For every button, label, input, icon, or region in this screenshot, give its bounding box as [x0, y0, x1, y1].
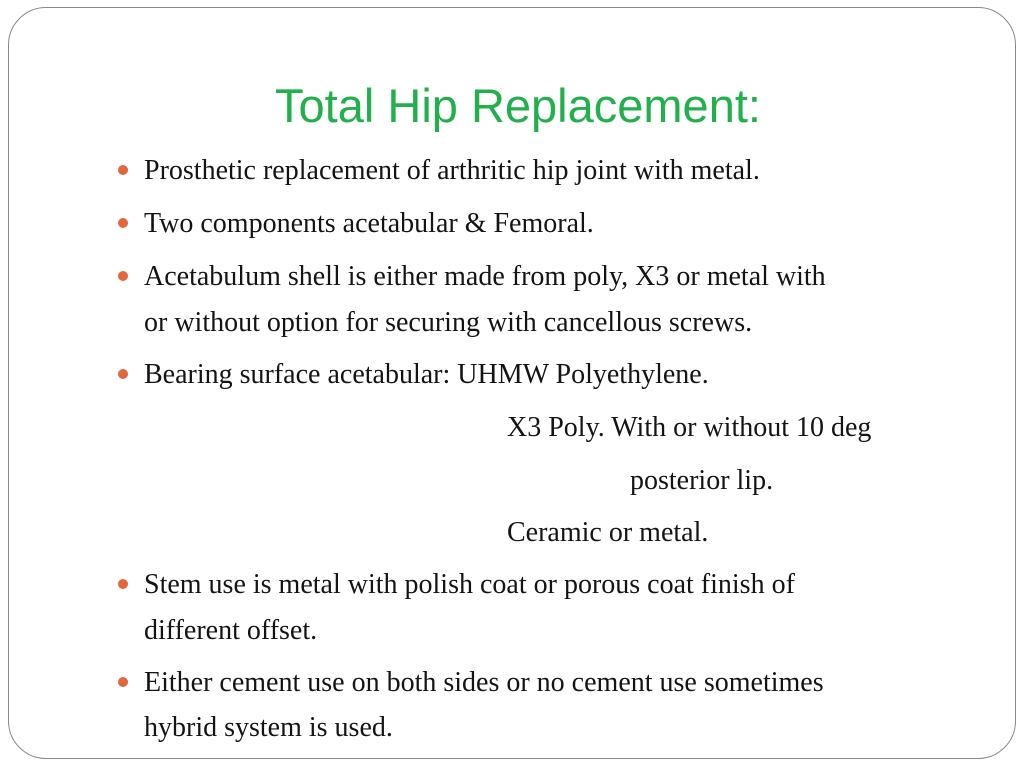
bearing-option: Ceramic or metal. [507, 517, 709, 548]
bullet-text: different offset. [144, 615, 318, 646]
bullet-marker [118, 218, 128, 228]
bullet-text: Bearing surface acetabular: UHMW Polyethylene. [144, 359, 709, 390]
bullet-text: Acetabulum shell is either made from poly, X3 or metal with [144, 261, 826, 292]
slide-title: Total Hip Replacement: [275, 79, 761, 132]
bullet-marker [118, 579, 128, 589]
bullet-marker [118, 369, 128, 379]
bearing-option: X3 Poly. With or without 10 deg [507, 412, 872, 443]
bullet-marker [118, 677, 128, 687]
bullet-marker [118, 271, 128, 281]
bullet-text: Stem use is metal with polish coat or porous coat finish of [144, 569, 795, 600]
bullet-text: hybrid system is used. [144, 712, 393, 743]
bearing-option: posterior lip. [630, 465, 774, 496]
bullet-text: Two components acetabular & Femoral. [144, 208, 594, 239]
bullet-text: Prosthetic replacement of arthritic hip joint with metal. [144, 155, 760, 186]
bullet-text: or without option for securing with cancellous screws. [144, 307, 753, 338]
bullet-marker [118, 165, 128, 175]
bullet-text: Either cement use on both sides or no cement use sometimes [144, 667, 824, 698]
